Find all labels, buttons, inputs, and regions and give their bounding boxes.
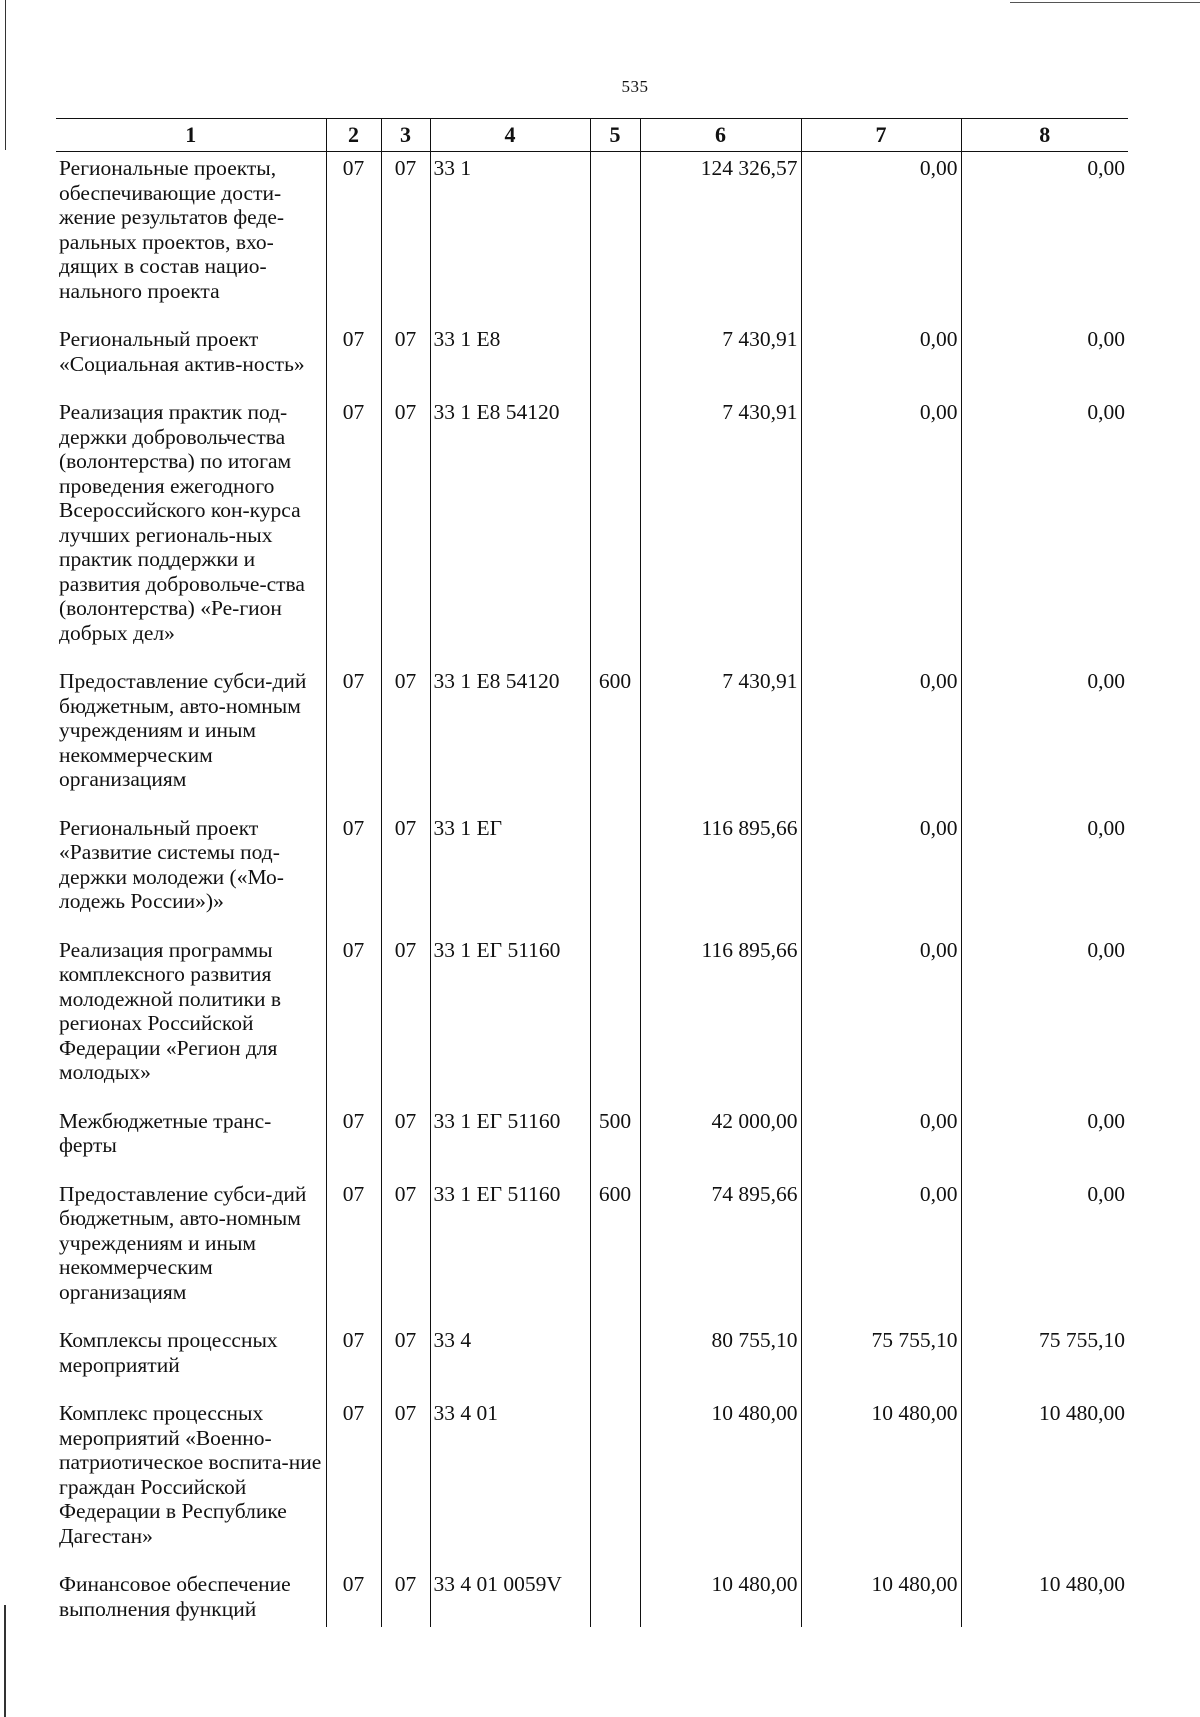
table-row (56, 812, 1128, 934)
subsection-code-cell: 07 (381, 1397, 430, 1568)
target-article-cell: 33 1 E8 (430, 323, 590, 396)
subsection-code-cell: 07 (381, 323, 430, 396)
amount-cell-col6: 116 895,66 (640, 812, 801, 934)
subsection-code-cell: 07 (381, 934, 430, 1105)
expense-type-cell (590, 396, 640, 665)
amount-cell-col6: 7 430,91 (640, 665, 801, 812)
column-header: 4 (430, 119, 590, 152)
amount-cell-col7: 75 755,10 (801, 1324, 961, 1397)
subsection-code-cell: 07 (381, 1105, 430, 1178)
section-code-cell: 07 (326, 1397, 381, 1568)
table-row (56, 1178, 1128, 1325)
target-article-cell: 33 4 01 (430, 1397, 590, 1568)
amount-cell-col6: 80 755,10 (640, 1324, 801, 1397)
expense-type-cell (590, 812, 640, 934)
amount-cell-col8: 75 755,10 (961, 1324, 1128, 1397)
table-header-row (56, 119, 1128, 152)
amount-cell-col6: 42 000,00 (640, 1105, 801, 1178)
amount-cell-col6: 10 480,00 (640, 1397, 801, 1568)
amount-cell-col7: 10 480,00 (801, 1397, 961, 1568)
row-name-cell: Комплексы процессных мероприятий (59, 1328, 278, 1377)
row-name-cell: Региональные проекты, обеспечивающие дости-жение результатов феде-ральных проектов, вхо-дящих в состав нацио-нального проекта (59, 156, 285, 303)
column-header: 3 (381, 119, 430, 152)
target-article-cell: 33 4 01 0059V (430, 1568, 590, 1627)
section-code-cell: 07 (326, 323, 381, 396)
section-code-cell: 07 (326, 1105, 381, 1178)
row-name-cell: Межбюджетные транс-ферты (59, 1108, 272, 1157)
budget-table (56, 118, 1128, 1627)
scan-edge-line-bottom-left (4, 1605, 6, 1717)
amount-cell-col6: 74 895,66 (640, 1178, 801, 1325)
expense-type-cell (590, 934, 640, 1105)
amount-cell-col7: 0,00 (801, 812, 961, 934)
amount-cell-col7: 0,00 (801, 1178, 961, 1325)
column-header: 8 (961, 119, 1128, 152)
scan-edge-line-top-left (5, 0, 6, 150)
target-article-cell: 33 1 ЕГ 51160 (430, 1105, 590, 1178)
column-header: 6 (640, 119, 801, 152)
subsection-code-cell: 07 (381, 396, 430, 665)
table-row (56, 665, 1128, 812)
table-row (56, 1568, 1128, 1627)
amount-cell-col8: 0,00 (961, 1105, 1128, 1178)
table-row (56, 323, 1128, 396)
section-code-cell: 07 (326, 812, 381, 934)
column-header: 2 (326, 119, 381, 152)
row-name-cell: Реализация программы комплексного развития молодежной политики в регионах Российской Федерации «Регион для молодых» (59, 937, 281, 1084)
amount-cell-col7: 0,00 (801, 934, 961, 1105)
amount-cell-col6: 124 326,57 (640, 152, 801, 324)
amount-cell-col7: 0,00 (801, 665, 961, 812)
amount-cell-col8: 0,00 (961, 323, 1128, 396)
column-header: 7 (801, 119, 961, 152)
expense-type-cell (590, 323, 640, 396)
amount-cell-col7: 0,00 (801, 1105, 961, 1178)
amount-cell-col7: 0,00 (801, 152, 961, 324)
column-header: 5 (590, 119, 640, 152)
subsection-code-cell: 07 (381, 1568, 430, 1627)
expense-type-cell: 500 (590, 1105, 640, 1178)
section-code-cell: 07 (326, 934, 381, 1105)
amount-cell-col6: 7 430,91 (640, 323, 801, 396)
amount-cell-col8: 0,00 (961, 1178, 1128, 1325)
section-code-cell: 07 (326, 1568, 381, 1627)
target-article-cell: 33 1 E8 54120 (430, 396, 590, 665)
table-row (56, 152, 1128, 324)
subsection-code-cell: 07 (381, 812, 430, 934)
target-article-cell: 33 1 E8 54120 (430, 665, 590, 812)
target-article-cell: 33 4 (430, 1324, 590, 1397)
table-row (56, 1105, 1128, 1178)
subsection-code-cell: 07 (381, 1178, 430, 1325)
amount-cell-col8: 0,00 (961, 152, 1128, 324)
amount-cell-col7: 0,00 (801, 323, 961, 396)
row-name-cell: Региональный проект «Социальная актив-ность» (59, 327, 305, 376)
table-row (56, 396, 1128, 665)
row-name-cell: Реализация практик под-держки добровольчества (волонтерства) по итогам проведения ежегодного Всероссийского кон-курса лучших региональ-ных практик поддержки и развития добровольче-ства (волонтерства) «Ре-гион добрых дел» (59, 400, 305, 645)
expense-type-cell: 600 (590, 1178, 640, 1325)
amount-cell-col8: 0,00 (961, 665, 1128, 812)
target-article-cell: 33 1 ЕГ 51160 (430, 934, 590, 1105)
table-row (56, 1324, 1128, 1397)
section-code-cell: 07 (326, 665, 381, 812)
amount-cell-col8: 0,00 (961, 812, 1128, 934)
row-name-cell: Комплекс процессных мероприятий «Военно-патриотическое воспита-ние граждан Российской Федерации в Республике Дагестан» (59, 1401, 322, 1548)
page-number: 535 (621, 77, 649, 96)
target-article-cell: 33 1 (430, 152, 590, 324)
amount-cell-col7: 0,00 (801, 396, 961, 665)
row-name-cell: Предоставление субси-дий бюджетным, авто-номным учреждениям и иным некоммерческим организациям (59, 1181, 307, 1304)
subsection-code-cell: 07 (381, 1324, 430, 1397)
amount-cell-col8: 10 480,00 (961, 1397, 1128, 1568)
amount-cell-col8: 10 480,00 (961, 1568, 1128, 1627)
expense-type-cell: 600 (590, 665, 640, 812)
expense-type-cell (590, 152, 640, 324)
row-name-cell: Предоставление субси-дий бюджетным, авто-номным учреждениям и иным некоммерческим организациям (59, 669, 307, 791)
expense-type-cell (590, 1568, 640, 1627)
table-row (56, 1397, 1128, 1568)
amount-cell-col6: 116 895,66 (640, 934, 801, 1105)
section-code-cell: 07 (326, 152, 381, 324)
target-article-cell: 33 1 ЕГ (430, 812, 590, 934)
row-name-cell: Финансовое обеспечение выполнения функций (59, 1572, 291, 1621)
scan-edge-line-top-right (1010, 2, 1200, 3)
amount-cell-col7: 10 480,00 (801, 1568, 961, 1627)
amount-cell-col6: 10 480,00 (640, 1568, 801, 1627)
target-article-cell: 33 1 ЕГ 51160 (430, 1178, 590, 1325)
row-name-cell: Региональный проект «Развитие системы под-держки молодежи («Мо-лодежь России»)» (59, 815, 284, 913)
section-code-cell: 07 (326, 1178, 381, 1325)
table-row (56, 934, 1128, 1105)
amount-cell-col6: 7 430,91 (640, 396, 801, 665)
expense-type-cell (590, 1397, 640, 1568)
amount-cell-col8: 0,00 (961, 934, 1128, 1105)
expense-type-cell (590, 1324, 640, 1397)
section-code-cell: 07 (326, 1324, 381, 1397)
amount-cell-col8: 0,00 (961, 396, 1128, 665)
section-code-cell: 07 (326, 396, 381, 665)
subsection-code-cell: 07 (381, 152, 430, 324)
column-header: 1 (56, 119, 326, 152)
subsection-code-cell: 07 (381, 665, 430, 812)
